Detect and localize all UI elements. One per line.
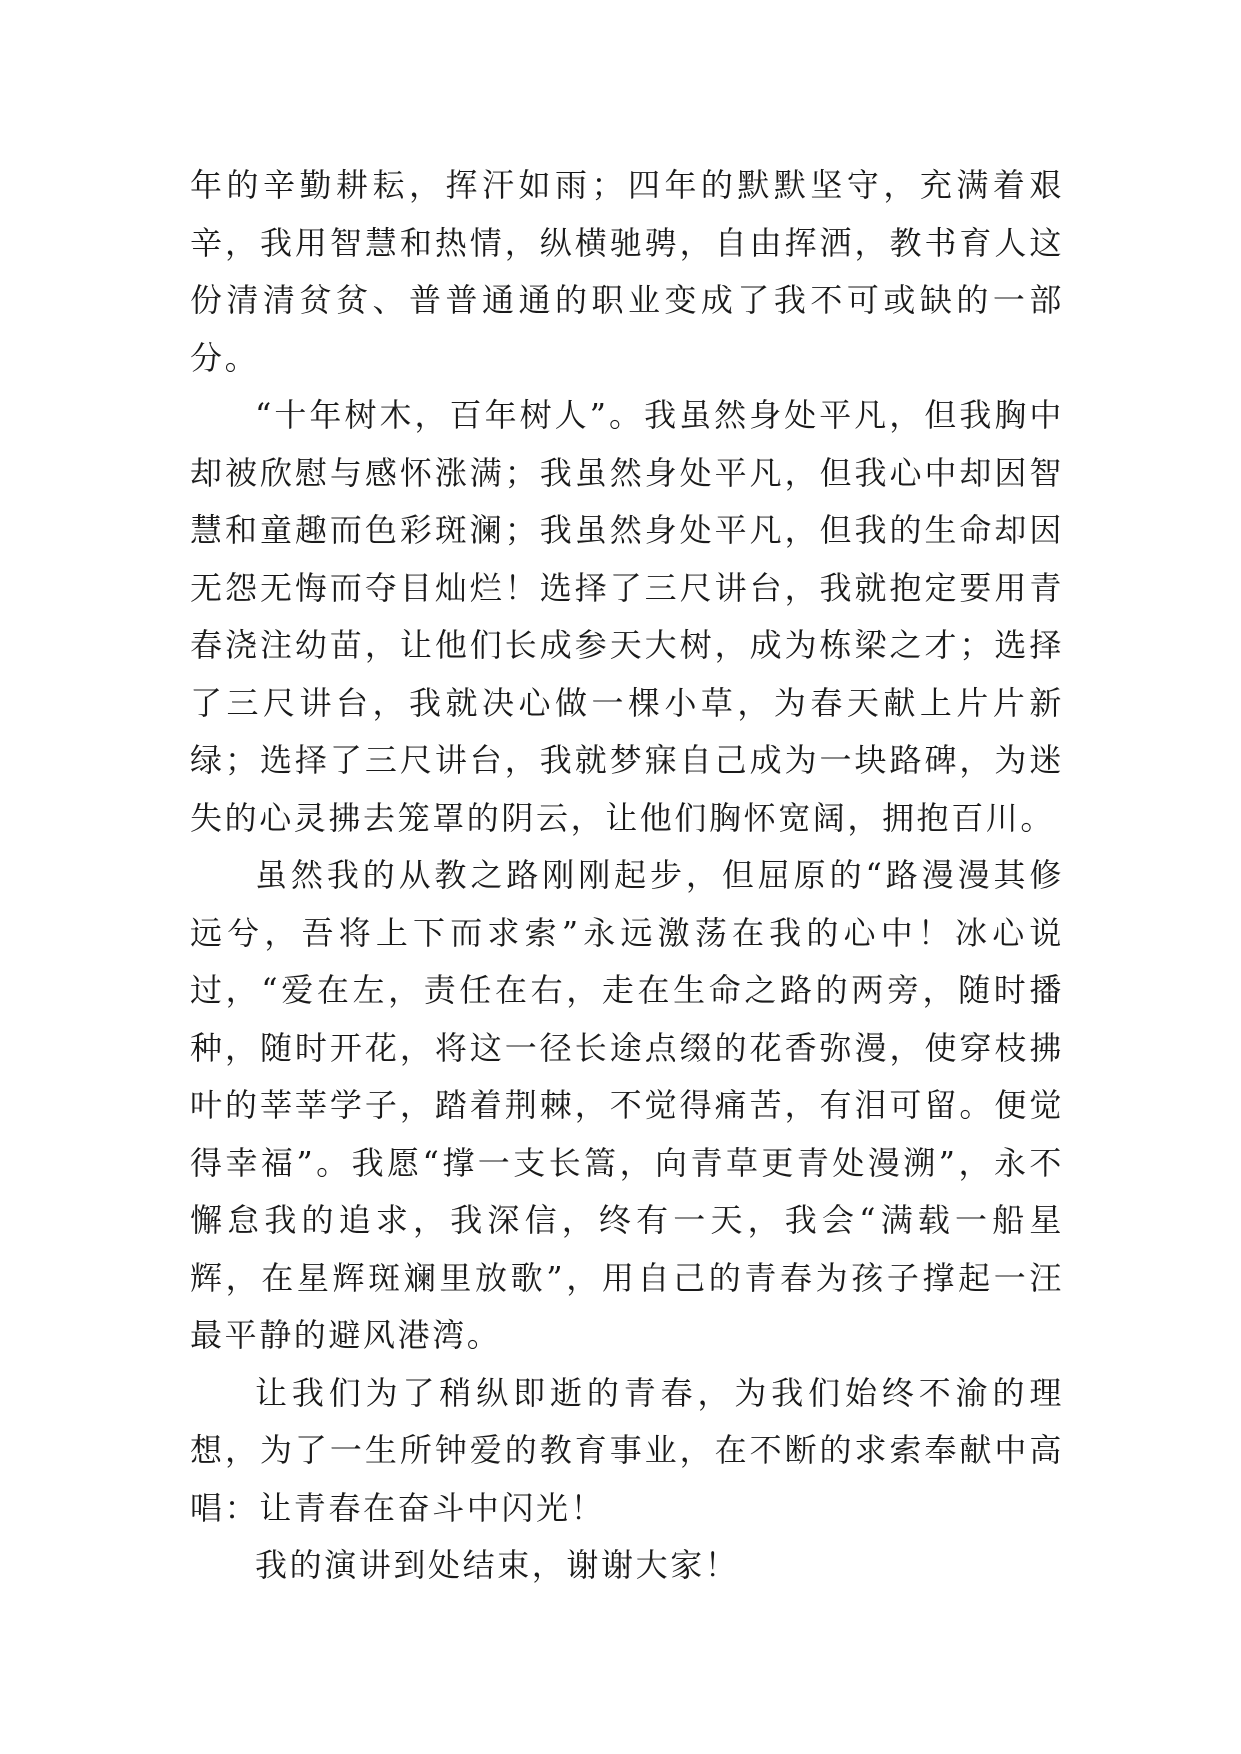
paragraph-3: 虽然我的从教之路刚刚起步，但屈原的“路漫漫其修远兮，吾将上下而求索”永远激荡在我的心中！冰心说过，“爱在左，责任在右，走在生命之路的两旁，随时播种，随时开花，将这一径长途点缀的花香弥漫，使穿枝拂叶的莘莘学子，踏着荆棘，不觉得痛苦，有泪可留。便觉得幸福”。我愿“撑一支长篙，向青草更青处漫溯”，永不懈怠我的追求，我深信，终有一天，我会“满载一船星辉，在星辉斑斓里放歌”，用自己的青春为孩子撑起一汪最平静的避风港湾。 [190, 856, 1064, 1354]
paragraph-2: “十年树木，百年树人”。我虽然身处平凡，但我胸中却被欣慰与感怀涨满；我虽然身处平凡，但我心中却因智慧和童趣而色彩斑澜；我虽然身处平凡，但我的生命却因无怨无悔而夺目灿烂！选择了三尺讲台，我就抱定要用青春浇注幼苗，让他们长成参天大树，成为栋梁之才；选择了三尺讲台，我就决心做一棵小草，为春天献上片片新绿；选择了三尺讲台，我就梦寐自己成为一块路碑，为迷失的心灵拂去笼罩的阴云，让他们胸怀宽阔，拥抱百川。 [190, 396, 1064, 837]
paragraph-1: 年的辛勤耕耘，挥汗如雨；四年的默默坚守，充满着艰辛，我用智慧和热情，纵横驰骋，自由挥洒，教书育人这份清清贫贫、普普通通的职业变成了我不可或缺的一部分。 [190, 166, 1064, 377]
paragraph-4: 让我们为了稍纵即逝的青春，为我们始终不渝的理想，为了一生所钟爱的教育事业，在不断的求索奉献中高唱：让青春在奋斗中闪光！ [190, 1373, 1064, 1527]
paragraph-5: 我的演讲到处结束，谢谢大家！ [255, 1546, 740, 1584]
speech-body [190, 157, 1064, 1595]
